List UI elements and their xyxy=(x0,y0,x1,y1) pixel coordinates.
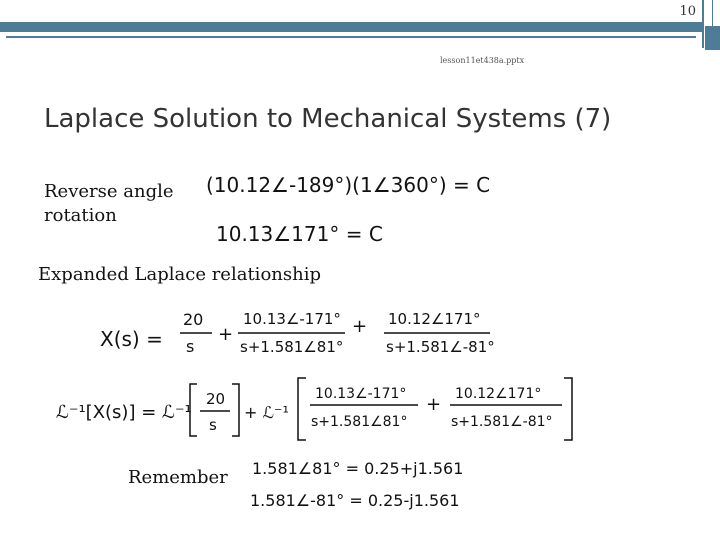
reverse-angle-label-line2: rotation xyxy=(44,205,117,226)
page-number: 10 xyxy=(679,4,696,19)
inv-term2-numerator: 10.13∠-171° xyxy=(315,386,407,402)
remember-eq-2: 1.581∠-81° = 0.25-j1.561 xyxy=(250,491,460,510)
plus-sign-1: + xyxy=(218,324,234,345)
term3-denominator: s+1.581∠-81° xyxy=(386,338,495,356)
expanded-laplace-label: Expanded Laplace relationship xyxy=(38,264,321,285)
inverse-plus: + ℒ⁻¹ xyxy=(244,403,289,422)
inv-term1-denominator: s xyxy=(209,416,217,434)
file-name: lesson11et438a.pptx xyxy=(440,56,525,65)
inv-term2-denominator: s+1.581∠81° xyxy=(311,414,408,430)
xs-lhs: X(s) = xyxy=(100,327,163,351)
inv-term1-numerator: 20 xyxy=(206,390,226,408)
right-bracket-2 xyxy=(564,378,572,440)
term2-numerator: 10.13∠-171° xyxy=(243,310,341,328)
term2-denominator: s+1.581∠81° xyxy=(240,338,344,356)
slide-title: Laplace Solution to Mechanical Systems (7) xyxy=(44,104,612,134)
term3-numerator: 10.12∠171° xyxy=(388,310,481,328)
reverse-angle-label-line1: Reverse angle xyxy=(44,181,174,202)
reverse-eq-2: 10.13∠171° = C xyxy=(216,222,383,246)
term1-denominator: s xyxy=(186,337,195,356)
remember-label: Remember xyxy=(128,467,228,488)
remember-eq-1: 1.581∠81° = 0.25+j1.561 xyxy=(252,459,464,478)
left-bracket-2 xyxy=(298,378,306,440)
plus-sign-2: + xyxy=(352,316,368,337)
reverse-eq-1: (10.12∠-189°)(1∠360°) = C xyxy=(206,173,491,197)
plus-sign-3: + xyxy=(426,394,442,415)
term1-numerator: 20 xyxy=(183,310,204,329)
inv-term3-denominator: s+1.581∠-81° xyxy=(451,414,553,430)
inv-term3-numerator: 10.12∠171° xyxy=(455,386,542,402)
right-bracket-1 xyxy=(232,384,239,436)
inverse-lhs: ℒ⁻¹[X(s)] = ℒ⁻¹ xyxy=(56,402,192,423)
